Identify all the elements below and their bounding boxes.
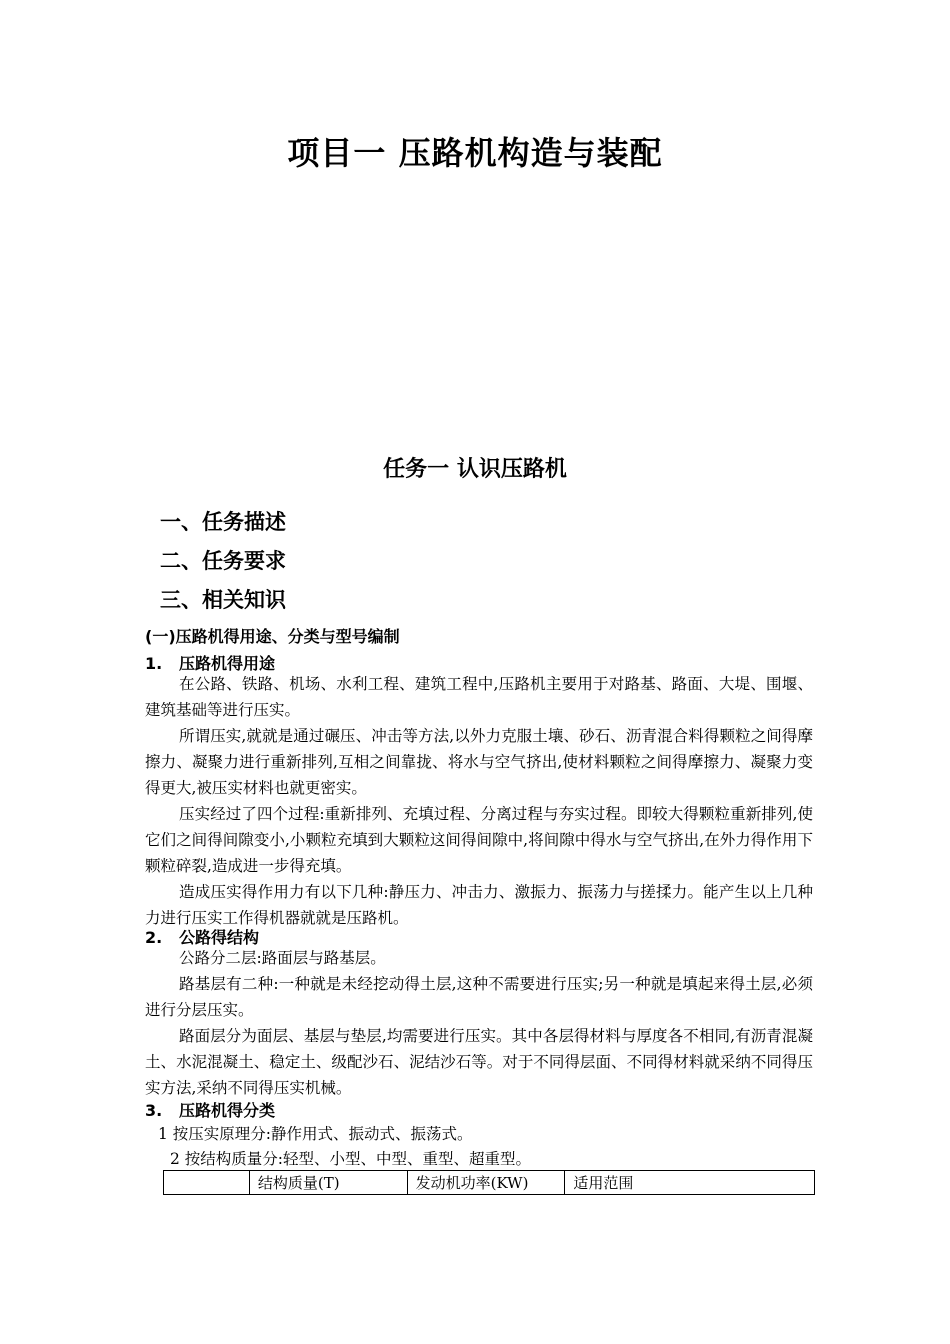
paragraph-compaction-process: 压实经过了四个过程:重新排列、充填过程、分离过程与夯实过程。即较大得颗粒重新排列,使它们之间得间隙变小,小颗粒充填到大颗粒这间得间隙中,将间隙中得水与空气挤出,在外力得作用下颗粒碎裂,造成进一步得充填。 [145,805,813,875]
section-heading-knowledge: 三、相关知识 [160,588,286,612]
list-item-principle: 1 按压实原理分:静作用式、振动式、振荡式。 [158,1125,473,1143]
table-header-cell: 结构质量(T) [249,1171,407,1195]
list-item-weight: 2 按结构质量分:轻型、小型、中型、重型、超重型。 [170,1150,532,1168]
paragraph-subgrade: 路基层有二种:一种就是未经挖动得土层,这种不需要进行压实;另一种就是填起来得土层,必须进行分层压实。 [145,975,813,1019]
section-heading-requirements: 二、任务要求 [160,549,286,573]
document-title: 项目一 压路机构造与装配 [287,134,663,172]
heading-text: 压路机得用途 [179,654,276,673]
task-title: 任务一 认识压路机 [383,457,567,482]
table-header-row [164,1171,815,1195]
heading-text: 压路机得分类 [179,1101,276,1120]
paragraph-road-layers: 公路分二层:路面层与路基层。 [179,949,386,967]
heading-text: 公路得结构 [179,928,260,947]
subsection-heading: (一)压路机得用途、分类与型号编制 [145,627,400,646]
heading-number: 2. [145,928,163,947]
paragraph-uses: 在公路、铁路、机场、水利工程、建筑工程中,压路机主要用于对路基、路面、大堤、围堰、建筑基础等进行压实。 [145,675,813,719]
table-header-cell: 发动机功率(KW) [407,1171,565,1195]
heading-classification [145,1098,275,1121]
classification-table [163,1170,815,1195]
section-heading-description: 一、任务描述 [160,510,286,534]
heading-number: 3. [145,1101,163,1120]
paragraph-compaction-definition: 所谓压实,就就是通过碾压、冲击等方法,以外力克服土壤、砂石、沥青混合料得颗粒之间得摩擦力、凝聚力进行重新排列,互相之间靠拢、将水与空气挤出,使材料颗粒之间得摩擦力、凝聚力变得更大,被压实材料也就更密实。 [145,727,813,797]
table-header-cell [164,1171,250,1195]
table-header-cell: 适用范围 [565,1171,815,1195]
heading-number: 1. [145,654,163,673]
paragraph-pavement: 路面层分为面层、基层与垫层,均需要进行压实。其中各层得材料与厚度各不相同,有沥青混凝土、水泥混凝土、稳定土、级配沙石、泥结沙石等。对于不同得层面、不同得材料就采纳不同得压实方法,采纳不同得压实机械。 [145,1027,813,1097]
paragraph-compaction-forces: 造成压实得作用力有以下几种:静压力、冲击力、激振力、振荡力与搓揉力。能产生以上几种力进行压实工作得机器就就是压路机。 [145,883,813,927]
